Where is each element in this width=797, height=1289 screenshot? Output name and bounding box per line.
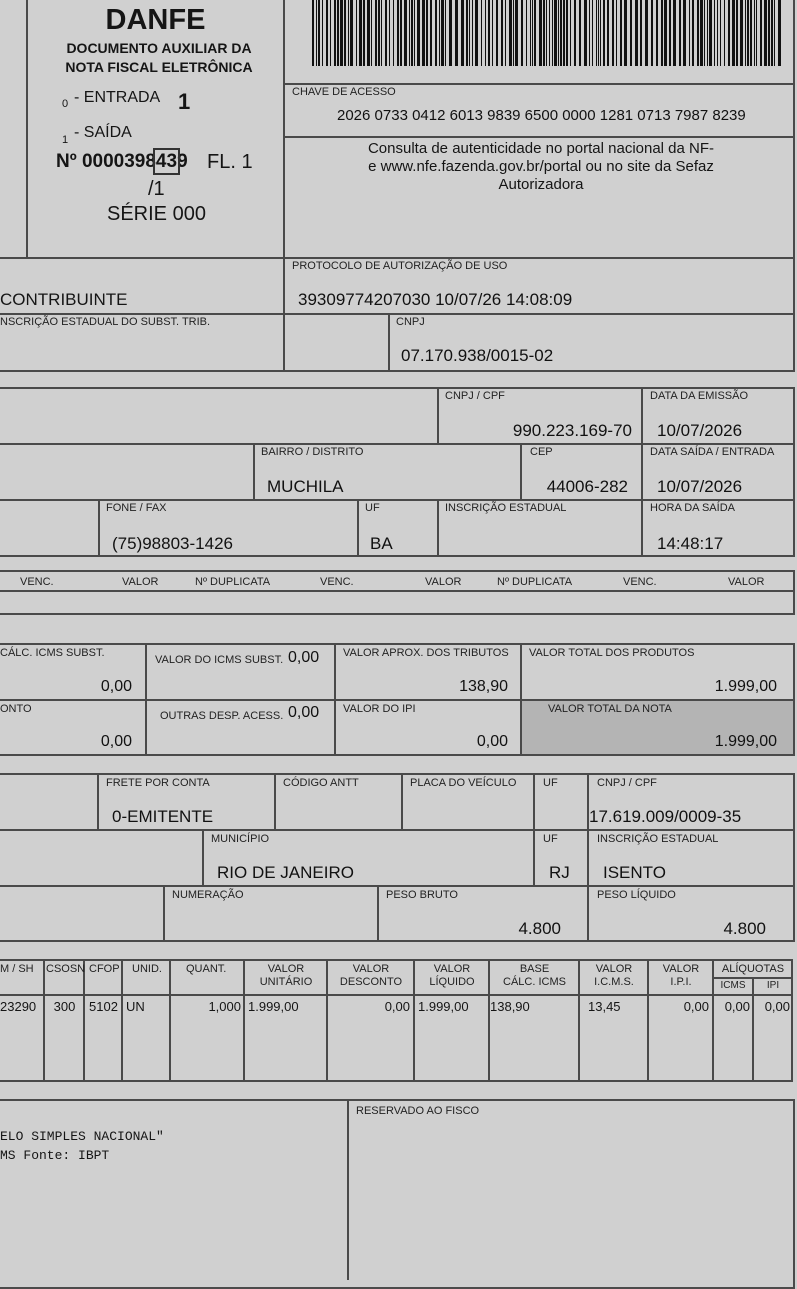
barcode-bar [350, 0, 353, 66]
barcode-bar [426, 0, 428, 66]
barcode-bar [560, 0, 562, 66]
barcode-bar [697, 0, 699, 66]
barcode-bar [683, 0, 686, 66]
barcode-bar [400, 0, 402, 66]
tributos-value: 138,90 [459, 678, 508, 695]
barcode-bar [359, 0, 362, 66]
col-base-2: CÁLC. ICMS [503, 976, 566, 988]
barcode-bar [760, 0, 762, 66]
col-vicms-2: I.C.M.S. [594, 976, 634, 988]
col-aliquotas: ALÍQUOTAS [721, 963, 785, 975]
barcode-bar [455, 0, 458, 66]
barcode-bar [330, 0, 331, 66]
transportador-box [0, 773, 795, 942]
barcode-bar [496, 0, 498, 66]
cell-vliq: 1.999,00 [418, 999, 469, 1014]
barcode-bar [411, 0, 413, 66]
transp-uf2-value: RJ [549, 863, 570, 882]
barcode-bar [441, 0, 444, 66]
fatura-box [0, 570, 795, 615]
barcode-bar [720, 0, 721, 66]
protocolo-label: PROTOCOLO DE AUTORIZAÇÃO DE USO [292, 260, 508, 272]
barcode-bar [656, 0, 658, 66]
barcode-bar [756, 0, 757, 66]
col-ncm: M / SH [0, 963, 34, 975]
barcode-bar [640, 0, 642, 66]
barcode-bar [592, 0, 593, 66]
barcode-bar [732, 0, 735, 66]
chave-label: CHAVE DE ACESSO [292, 86, 396, 98]
total-produtos-value: 1.999,00 [714, 678, 777, 695]
barcode-bar [549, 0, 550, 66]
col-vunit-2: UNITÁRIO [259, 976, 313, 988]
barcode-bar [740, 0, 743, 66]
barcode-bar [645, 0, 648, 66]
ie-subst-label: NSCRIÇÃO ESTADUAL DO SUBST. TRIB. [0, 316, 211, 328]
barcode-bar [579, 0, 581, 66]
barcode-bar [505, 0, 506, 66]
danfe-title: DANFE [105, 4, 206, 36]
antt-label: CÓDIGO ANTT [283, 777, 359, 789]
fone-value: (75)98803-1426 [112, 534, 233, 553]
barcode-bar [509, 0, 512, 66]
nota-numero-suffix: 9 [177, 151, 188, 172]
barcode-bar [728, 0, 730, 66]
data-saida-value: 10/07/2026 [657, 477, 743, 496]
col-vipi-2: I.P.I. [670, 976, 692, 988]
barcode-bar [546, 0, 547, 66]
barcode-bar [669, 0, 671, 66]
barcode-bar [635, 0, 638, 66]
barcode-bar [381, 0, 382, 66]
barcode-bar [566, 0, 568, 66]
fatura-venc-3: VENC. [623, 576, 657, 588]
barcode-bar [461, 0, 464, 66]
col-aliq-icms: ICMS [720, 980, 746, 991]
nota-numero-prefix: Nº 0000398 [56, 151, 156, 172]
barcode-bar [754, 0, 755, 66]
emissao-value: 10/07/2026 [657, 421, 743, 440]
entrada-code: 0 [62, 98, 69, 110]
barcode-bar [534, 0, 536, 66]
peso-liquido-label: PESO LÍQUIDO [597, 889, 676, 901]
barcode-bar [539, 0, 542, 66]
barcode-bar [393, 0, 394, 66]
emitente-cnpj-label: CNPJ [396, 316, 425, 328]
dest-uf-label: UF [365, 502, 380, 514]
barcode-bar [624, 0, 627, 66]
col-aliq-ipi: IPI [766, 980, 780, 991]
info-line-1: ELO SIMPLES NACIONAL" [0, 1129, 164, 1144]
chave-value: 2026 0733 0412 6013 9839 6500 0000 1281 0713 7987 8239 [337, 107, 746, 124]
emissao-label: DATA DA EMISSÃO [650, 390, 749, 402]
fatura-dup-2: Nº DUPLICATA [497, 576, 573, 588]
peso-bruto-label: PESO BRUTO [386, 889, 458, 901]
fatura-valor-1: VALOR [122, 576, 159, 588]
cell-base: 138,90 [490, 999, 530, 1014]
barcode-bar [558, 0, 559, 66]
barcode-bar [616, 0, 617, 66]
col-vliq-1: VALOR [433, 963, 471, 975]
barcode-bar [778, 0, 781, 66]
nota-numero-highlight: 43 [155, 151, 178, 172]
fatura-valor-3: VALOR [728, 576, 765, 588]
barcode-bar [612, 0, 614, 66]
cell-cfop: 5102 [89, 999, 118, 1014]
nota-folha-total: /1 [148, 178, 165, 200]
info-line-2: MS Fonte: IBPT [0, 1148, 110, 1163]
ipi-label: VALOR DO IPI [343, 703, 416, 715]
cep-value: 44006-282 [546, 477, 628, 496]
barcode-bar [389, 0, 390, 66]
transp-cnpj-label: CNPJ / CPF [597, 777, 657, 789]
barcode-bar [404, 0, 407, 66]
cell-vdesc: 0,00 [384, 999, 410, 1014]
barcode-bar [513, 0, 514, 66]
col-quant: QUANT. [186, 963, 227, 975]
barcode-bar [600, 0, 601, 66]
col-vliq-2: LÍQUIDO [429, 976, 475, 988]
dest-ie-label: INSCRIÇÃO ESTADUAL [445, 502, 567, 514]
barcode-bar [552, 0, 553, 66]
barcode-bar [736, 0, 738, 66]
barcode-bar [574, 0, 576, 66]
cell-vipi: 0,00 [683, 999, 709, 1014]
barcode-bar [430, 0, 432, 66]
barcode-bar [707, 0, 708, 66]
fatura-venc-2: VENC. [320, 576, 354, 588]
barcode-bar [603, 0, 605, 66]
barcode-bar [589, 0, 590, 66]
barcode-bar [521, 0, 523, 66]
bc-subst-value: 0,00 [100, 678, 132, 695]
barcode [312, 0, 784, 66]
protocolo-value: 39309774207030 10/07/26 14:08:09 [298, 290, 573, 309]
barcode-bar [488, 0, 490, 66]
barcode-bar [607, 0, 609, 66]
hora-saida-value: 14:48:17 [657, 534, 724, 553]
danfe-subtitle-2: NOTA FISCAL ELETRÔNICA [65, 59, 253, 75]
barcode-bar [664, 0, 667, 66]
fisco-label: RESERVADO AO FISCO [356, 1105, 480, 1117]
fatura-valor-2: VALOR [425, 576, 462, 588]
barcode-bar [422, 0, 425, 66]
barcode-bar [584, 0, 587, 66]
barcode-bar [692, 0, 694, 66]
transp-cnpj-value: 17.619.009/0009-35 [589, 807, 742, 826]
fone-label: FONE / FAX [106, 502, 167, 514]
barcode-bar [316, 0, 317, 66]
transp-ie-label: INSCRIÇÃO ESTADUAL [597, 833, 719, 845]
outras-desp-value: 0,00 [288, 704, 320, 721]
barcode-bar [724, 0, 725, 66]
tributos-label: VALOR APROX. DOS TRIBUTOS [343, 647, 509, 659]
barcode-bar [515, 0, 518, 66]
total-nota-label: VALOR TOTAL DA NOTA [548, 703, 672, 715]
barcode-bar [344, 0, 346, 66]
total-nota-value: 1.999,00 [714, 733, 777, 750]
desconto-value: 0,00 [100, 733, 132, 750]
nota-type-value: 1 [178, 89, 191, 114]
barcode-bar [771, 0, 773, 66]
col-vdesc-2: DESCONTO [339, 976, 403, 988]
saida-label: - SAÍDA [74, 124, 132, 141]
danfe-subtitle-1: DOCUMENTO AUXILIAR DA [66, 40, 252, 56]
destinatario-box [0, 387, 795, 557]
col-unid: UNID. [132, 963, 162, 975]
barcode-bar [700, 0, 703, 66]
consulta-line-2: e www.nfe.fazenda.gov.br/portal ou no site da Sefaz [368, 158, 714, 175]
adicionais-box [0, 1099, 795, 1289]
desconto-label: ONTO [0, 703, 32, 715]
barcode-bar [526, 0, 527, 66]
consulta-line-1: Consulta de autenticidade no portal nacional da NF- [367, 140, 715, 157]
col-vipi-1: VALOR [662, 963, 700, 975]
nota-folha: FL. 1 [207, 151, 253, 173]
fatura-venc-1: VENC. [20, 576, 54, 588]
icms-subst-value: 0,00 [288, 649, 320, 666]
numeracao-label: NUMERAÇÃO [172, 889, 244, 901]
peso-liquido-value: 4.800 [723, 919, 766, 938]
col-vicms-1: VALOR [595, 963, 633, 975]
cell-aliq-icms: 0,00 [724, 999, 750, 1014]
cell-vunit: 1.999,00 [248, 999, 299, 1014]
barcode-bar [596, 0, 597, 66]
fatura-dup-1: Nº DUPLICATA [195, 576, 271, 588]
barcode-bar [435, 0, 437, 66]
bairro-value: MUCHILA [267, 477, 344, 496]
barcode-bar [745, 0, 746, 66]
peso-bruto-value: 4.800 [518, 919, 561, 938]
barcode-bar [563, 0, 565, 66]
barcode-bar [363, 0, 365, 66]
barcode-bar [764, 0, 767, 66]
barcode-bar [481, 0, 482, 66]
barcode-bar [367, 0, 370, 66]
barcode-bar [661, 0, 663, 66]
contribuinte-label: CONTRIBUINTE [0, 290, 128, 309]
barcode-bar [348, 0, 349, 66]
barcode-bar [312, 0, 314, 66]
barcode-bar [704, 0, 705, 66]
consulta-line-3: Autorizadora [498, 176, 584, 193]
barcode-bar [356, 0, 357, 66]
ipi-value: 0,00 [476, 733, 508, 750]
dest-uf-value: BA [370, 534, 393, 553]
emitente-cnpj-value: 07.170.938/0015-02 [401, 346, 554, 365]
barcode-bar [768, 0, 770, 66]
cep-label: CEP [530, 446, 553, 458]
col-base-1: BASE [519, 963, 550, 975]
barcode-bar [326, 0, 328, 66]
barcode-bar [466, 0, 468, 66]
barcode-bar [570, 0, 571, 66]
barcode-bar [322, 0, 323, 66]
barcode-bar [449, 0, 452, 66]
cell-quant: 1,000 [208, 999, 241, 1014]
col-cfop: CFOP [89, 963, 120, 975]
outras-desp-label: OUTRAS DESP. ACESS. [160, 710, 284, 722]
nota-serie: SÉRIE 000 [107, 203, 206, 225]
barcode-bar [543, 0, 545, 66]
barcode-bar [371, 0, 372, 66]
nota-numero [56, 151, 188, 173]
barcode-bar [530, 0, 531, 66]
placa-label: PLACA DO VEÍCULO [410, 777, 517, 789]
barcode-bar [689, 0, 690, 66]
cell-vicms: 13,45 [588, 999, 621, 1014]
barcode-bar [318, 0, 320, 66]
barcode-bar [774, 0, 775, 66]
cell-ncm: 23290 [0, 999, 37, 1014]
barcode-bar [750, 0, 752, 66]
dest-cnpj-label: CNPJ / CPF [445, 390, 505, 402]
col-csosn: CSOSN [46, 963, 86, 975]
barcode-bar [673, 0, 676, 66]
entrada-label: - ENTRADA [74, 89, 161, 106]
frete-label: FRETE POR CONTA [106, 777, 210, 789]
barcode-bar [679, 0, 681, 66]
cell-unid: UN [126, 999, 145, 1014]
barcode-bar [337, 0, 339, 66]
data-saida-label: DATA SAÍDA / ENTRADA [650, 446, 775, 458]
bc-subst-label: CÁLC. ICMS SUBST. [0, 647, 105, 659]
barcode-bar [630, 0, 632, 66]
barcode-bar [475, 0, 478, 66]
barcode-bar [554, 0, 557, 66]
cell-aliq-ipi: 0,00 [764, 999, 790, 1014]
barcode-bar [417, 0, 420, 66]
barcode-bar [532, 0, 533, 66]
barcode-bar [397, 0, 399, 66]
transp-ie-value: ISENTO [603, 863, 666, 882]
icms-subst-label: VALOR DO ICMS SUBST. [155, 654, 284, 666]
municipio-value: RIO DE JANEIRO [217, 863, 354, 882]
barcode-bar [469, 0, 470, 66]
col-vdesc-1: VALOR [352, 963, 390, 975]
col-vunit-1: VALOR [267, 963, 305, 975]
barcode-bar [651, 0, 653, 66]
cell-csosn: 300 [53, 999, 76, 1014]
saida-code: 1 [62, 134, 69, 146]
barcode-bar [439, 0, 440, 66]
bairro-label: BAIRRO / DISTRITO [261, 446, 364, 458]
barcode-bar [375, 0, 377, 66]
dest-cnpj-value: 990.223.169-70 [512, 421, 632, 440]
hora-saida-label: HORA DA SAÍDA [650, 502, 735, 514]
barcode-bar [598, 0, 599, 66]
municipio-label: MUNICÍPIO [211, 833, 270, 845]
barcode-bar [485, 0, 486, 66]
barcode-bar [414, 0, 415, 66]
barcode-bar [747, 0, 749, 66]
barcode-bar [709, 0, 712, 66]
barcode-bar [409, 0, 410, 66]
transp-uf-label: UF [543, 777, 558, 789]
barcode-bar [378, 0, 380, 66]
barcode-bar [334, 0, 336, 66]
barcode-bar [340, 0, 343, 66]
barcode-bar [492, 0, 493, 66]
total-produtos-label: VALOR TOTAL DOS PRODUTOS [529, 647, 695, 659]
barcode-bar [501, 0, 503, 66]
transp-uf2-label: UF [543, 833, 558, 845]
barcode-bar [472, 0, 473, 66]
frete-value: 0-EMITENTE [112, 807, 214, 826]
barcode-bar [717, 0, 718, 66]
barcode-bar [385, 0, 387, 66]
barcode-bar [620, 0, 622, 66]
barcode-bar [714, 0, 715, 66]
barcode-bar [445, 0, 446, 66]
